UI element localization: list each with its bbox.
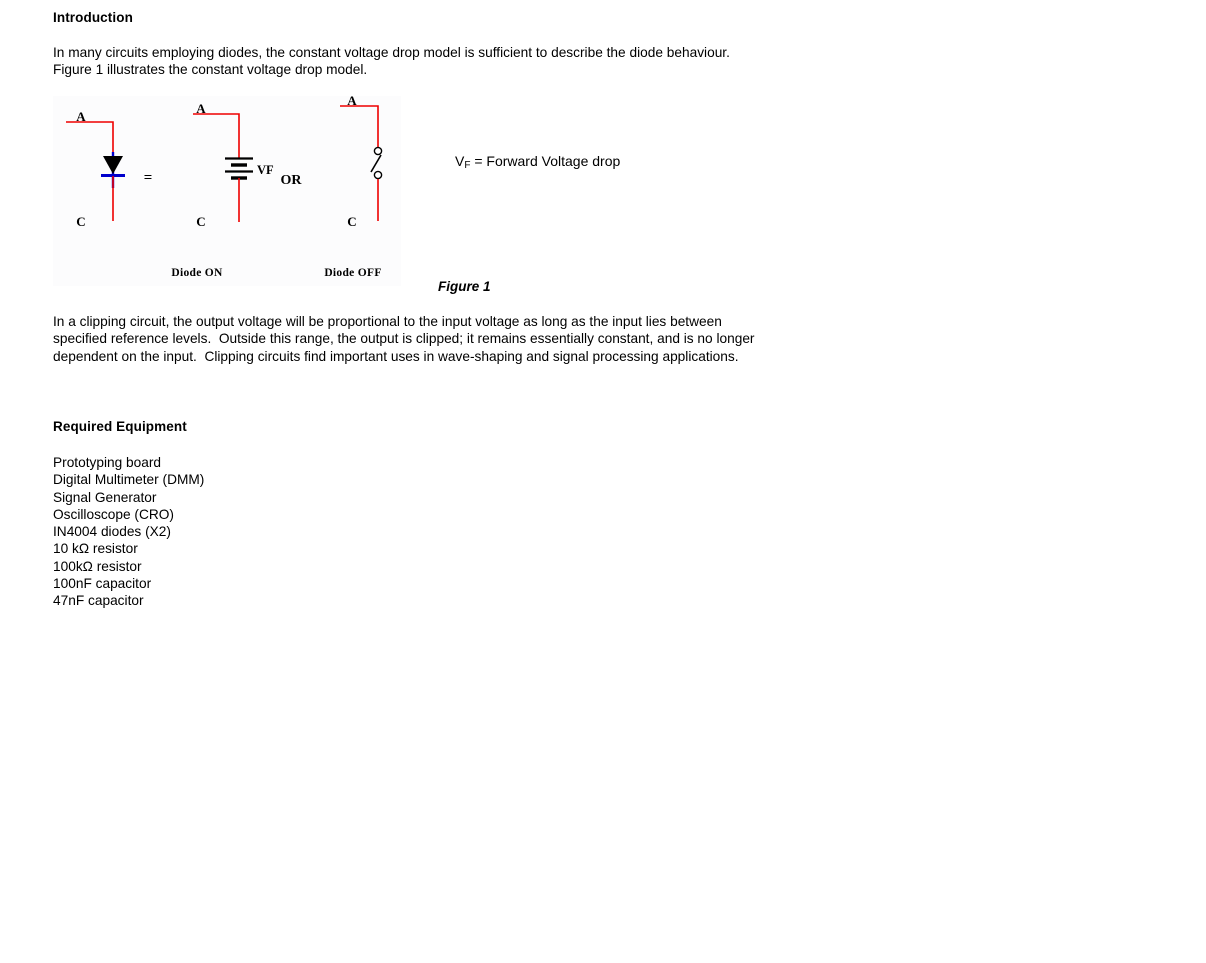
switch-top-terminal-icon	[374, 147, 381, 154]
paragraph-line: In many circuits employing diodes, the constant voltage drop model is sufficient to describe the diode behaviour.	[53, 45, 730, 60]
list-item: Digital Multimeter (DMM)	[53, 472, 205, 488]
battery-anode-wire	[193, 114, 239, 158]
forward-voltage-note	[455, 153, 620, 169]
list-item: Prototyping board	[53, 455, 162, 470]
or-label: OR	[280, 173, 302, 188]
diode-cathode-label: C	[76, 214, 86, 229]
paragraph-line: Figure 1 illustrates the constant voltage drop model.	[53, 62, 368, 78]
list-item: Signal Generator	[53, 489, 157, 505]
vf-symbol: V	[455, 153, 465, 169]
switch-symbol	[340, 106, 382, 221]
battery-symbol	[193, 114, 253, 222]
diode-off-label: Diode OFF	[324, 267, 382, 279]
list-item: IN4004 diodes (X2)	[53, 524, 171, 540]
switch-anode-label: A	[347, 96, 357, 108]
required-equipment-list	[53, 454, 204, 610]
diode-triangle-icon	[103, 156, 123, 174]
paragraph-line: dependent on the input. Clipping circuits find important uses in wave-shaping and signal processing applications.	[53, 348, 739, 364]
diode-symbol	[66, 122, 125, 221]
list-item: Oscilloscope (CRO)	[53, 506, 174, 522]
clipping-paragraph	[53, 313, 853, 365]
figure-caption: Figure 1	[438, 279, 491, 294]
figure-1-diagram	[53, 96, 401, 286]
battery-value-label: VF	[257, 163, 274, 177]
list-item: 47nF capacitor	[53, 593, 144, 609]
paragraph-line: specified reference levels. Outside this range, the output is clipped; it remains essentially constant, and is no longer	[53, 331, 755, 347]
equals-sign: =	[143, 170, 153, 186]
battery-anode-label: A	[196, 101, 206, 116]
required-equipment-heading: Required Equipment	[53, 419, 187, 434]
list-item: 100kΩ resistor	[53, 558, 142, 574]
circuit-diagram-svg	[53, 96, 401, 286]
introduction-heading: Introduction	[53, 10, 133, 25]
vf-subscript: F	[464, 160, 471, 171]
list-item: 100nF capacitor	[53, 576, 152, 592]
vf-note-text: = Forward Voltage drop	[470, 153, 621, 169]
diode-anode-label: A	[76, 109, 86, 124]
paragraph-line: In a clipping circuit, the output voltage will be proportional to the input voltage as long as the input lies between	[53, 314, 722, 329]
battery-cathode-label: C	[196, 214, 206, 229]
diode-on-label: Diode ON	[171, 267, 223, 279]
switch-cathode-label: C	[347, 214, 357, 229]
switch-bottom-terminal-icon	[374, 171, 381, 178]
introduction-paragraph	[53, 44, 853, 79]
list-item: 10 kΩ resistor	[53, 541, 138, 557]
switch-blade	[371, 155, 381, 172]
switch-anode-wire	[340, 106, 378, 148]
